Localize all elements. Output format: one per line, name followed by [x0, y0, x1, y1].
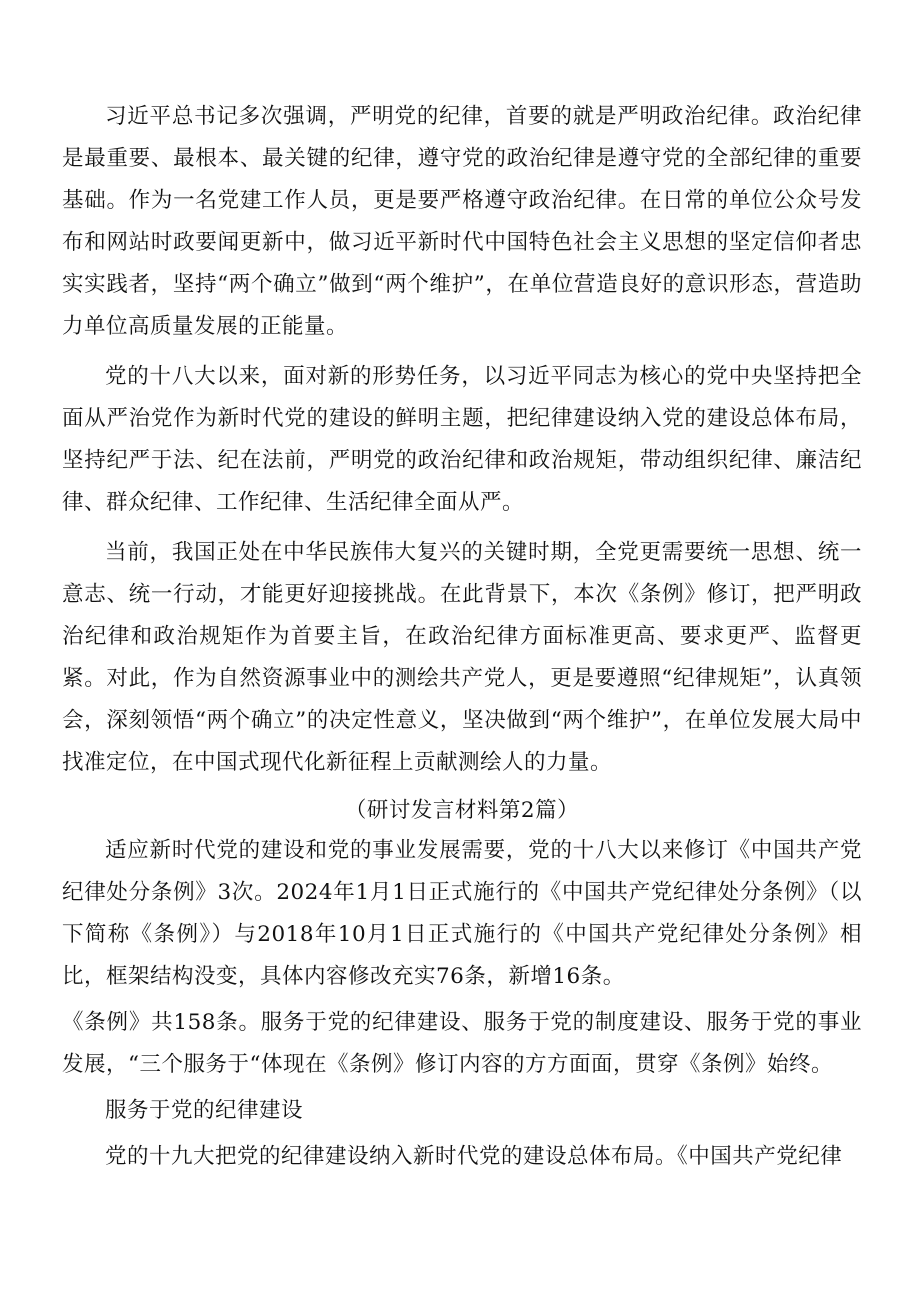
paragraph-current-period: 当前，我国正处在中华民族伟大复兴的关键时期，全党更需要统一思想、统一意志、统一行动，才能更好迎接挑战。在此背景下，本次《条例》修订，把严明政治纪律和政治规矩作为首要主旨，在政治纪律方面标准更高、要求更严、监督更紧。对此，作为自然资源事业中的测绘共产党人，更是要遵照“纪律规矩”，认真领会，深刻领悟“两个确立”的决定性意义，坚决做到“两个维护”，在单位发展大局中找准定位，在中国式现代化新征程上贡献测绘人的力量。	[62, 540, 862, 775]
paragraph-discipline-importance: 习近平总书记多次强调，严明党的纪律，首要的就是严明政治纪律。政治纪律是最重要、最根本、最关键的纪律，遵守党的政治纪律是遵守党的全部纪律的重要基础。作为一名党建工作人员，更是要严格遵守政治纪律。在日常的单位公众号发布和网站时政要闻更新中，做习近平新时代中国特色社会主义思想的坚定信仰者忠实实践者，坚持“两个确立”做到“两个维护”，在单位营造良好的意识形态，营造助力单位高质量发展的正能量。	[62, 104, 862, 339]
paragraph-three-services: 《条例》共158条。服务于党的纪律建设、服务于党的制度建设、服务于党的事业发展，“三个服务于“体现在《条例》修订内容的方方面面，贯穿《条例》始终。	[62, 1010, 862, 1077]
paragraph-revision-history: 适应新时代党的建设和党的事业发展需要，党的十八大以来修订《中国共产党纪律处分条例》3次。2024年1月1日正式施行的《中国共产党纪律处分条例》（以下简称《条例》）与2018年10月1日正式施行的《中国共产党纪律处分条例》相比，框架结构没变，具体内容修改充实76条，新增16条。	[62, 838, 862, 989]
section-heading: （研讨发言材料第2篇）	[344, 798, 580, 823]
paragraph-eighteenth-congress: 党的十八大以来，面对新的形势任务，以习近平同志为核心的党中央坚持把全面从严治党作为新时代党的建设的鲜明主题，把纪律建设纳入党的建设总体布局，坚持纪严于法、纪在法前，严明党的政治纪律和政治规矩，带动组织纪律、廉洁纪律、群众纪律、工作纪律、生活纪律全面从严。	[62, 364, 862, 515]
paragraph-nineteenth-congress: 党的十九大把党的纪律建设纳入新时代党的建设总体布局。《中国共产党纪律	[105, 1144, 843, 1169]
subheading-discipline-building: 服务于党的纪律建设	[105, 1098, 304, 1123]
